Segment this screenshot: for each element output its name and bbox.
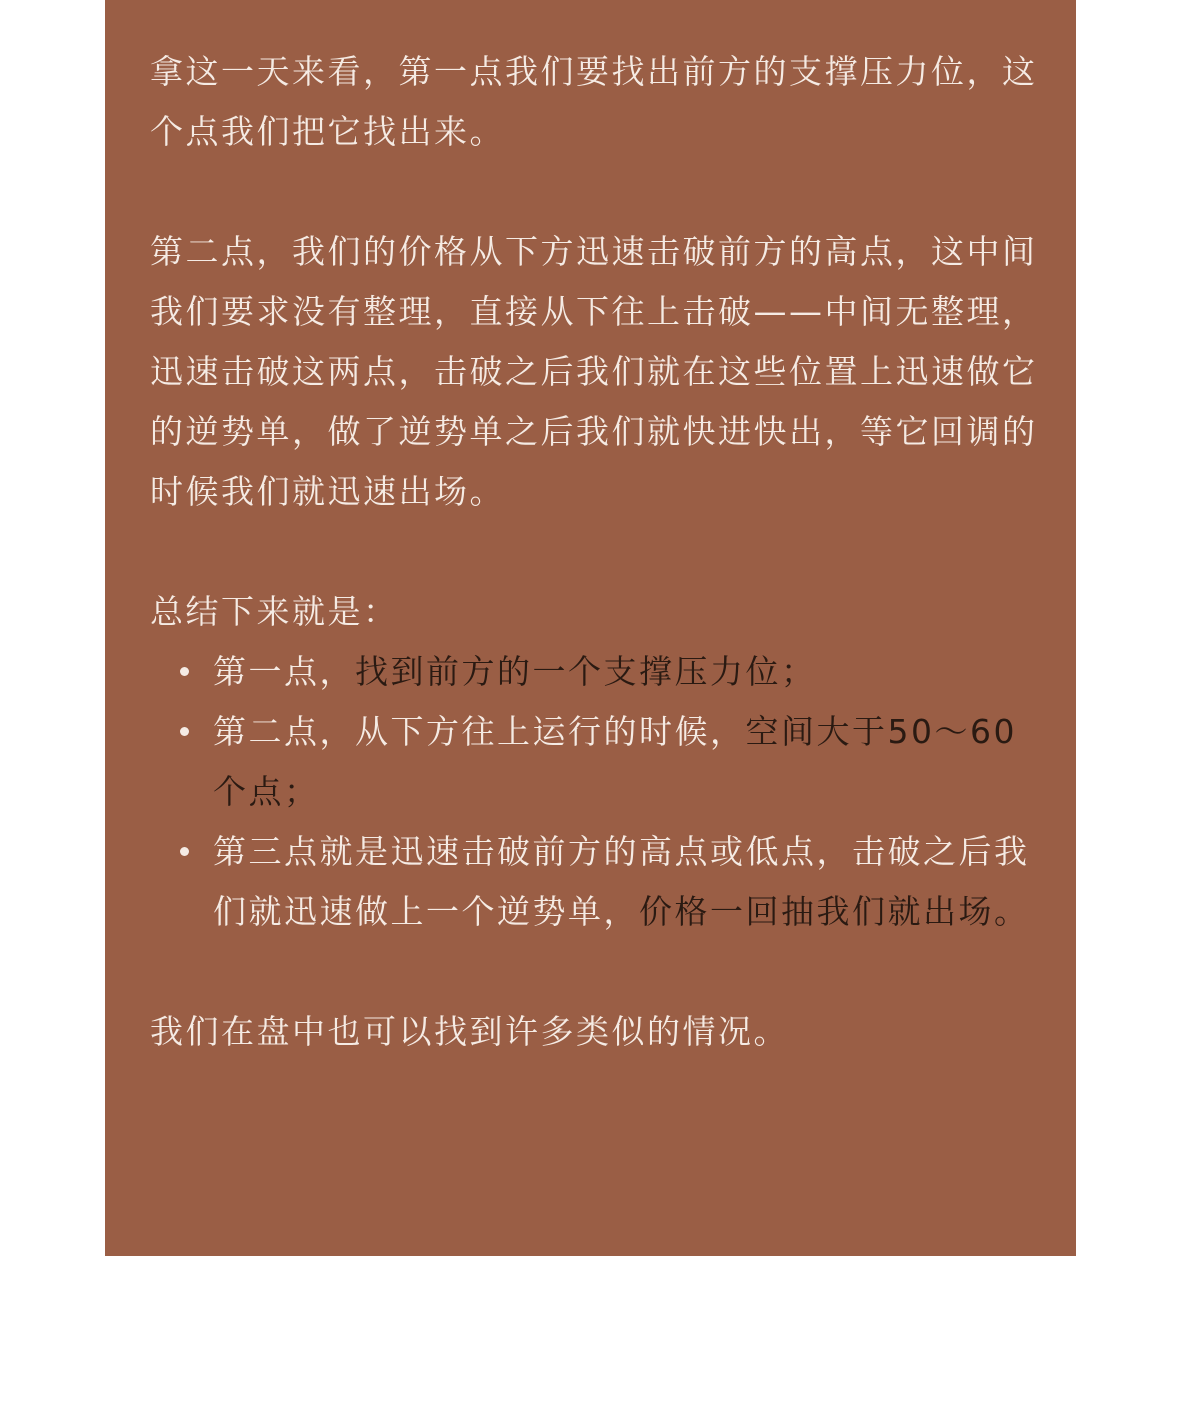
bullet-text-dark: 价格一回抽我们就出场。 bbox=[639, 892, 1030, 931]
bullet-text-dark: 空间大于50～60个点； bbox=[213, 712, 1017, 811]
paragraph-2: 第二点，我们的价格从下方迅速击破前方的高点，这中间我们要求没有整理，直接从下往上击破——中间无整理，迅速击破这两点，击破之后我们就在这些位置上迅速做它的逆势单，做了逆势单之后我们就快进快出，等它回调的时候我们就迅速出场。 bbox=[150, 232, 1038, 511]
article-body bbox=[150, 42, 1038, 1062]
content-card bbox=[105, 0, 1076, 1256]
paragraph-1: 拿这一天来看，第一点我们要找出前方的支撑压力位，这个点我们把它找出来。 bbox=[150, 52, 1038, 151]
summary-list bbox=[150, 642, 1038, 942]
bullet-text-dark: 找到前方的一个支撑压力位； bbox=[355, 652, 817, 691]
paragraph-gap bbox=[150, 942, 1038, 1002]
list-item bbox=[150, 822, 1038, 942]
list-item bbox=[150, 642, 1038, 702]
paragraph-gap bbox=[150, 162, 1038, 222]
paragraph-gap bbox=[150, 522, 1038, 582]
bullet-text-light: 第一点， bbox=[213, 652, 355, 691]
summary-title: 总结下来就是： bbox=[150, 592, 399, 631]
bullet-text-light: 第三点就是迅速击破前方的高点或低点，击破之后我们就迅速做上一个逆势单， bbox=[213, 832, 1030, 931]
bullet-text-light: 第二点，从下方往上运行的时候， bbox=[213, 712, 746, 751]
list-item bbox=[150, 702, 1038, 822]
closing-paragraph: 我们在盘中也可以找到许多类似的情况。 bbox=[150, 1012, 789, 1051]
